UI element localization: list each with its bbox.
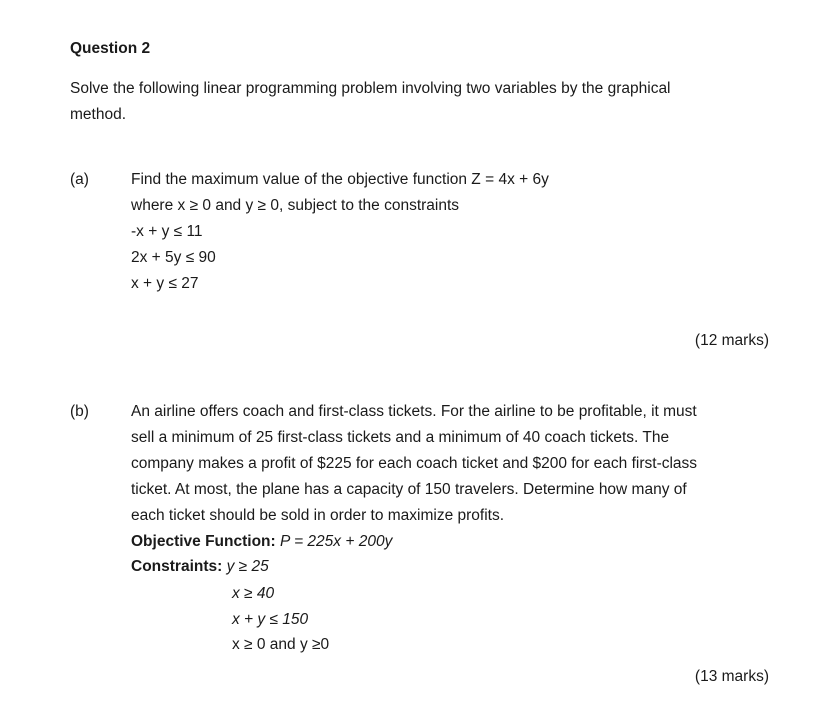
part-a-label: (a)	[70, 171, 89, 188]
part-a-constraint2: 2x + 5y ≤ 90	[131, 249, 216, 266]
question-intro	[70, 76, 790, 128]
intro-text-line2: method.	[70, 106, 127, 123]
question-title: Question 2	[70, 40, 151, 57]
part-b-constraint2: x ≥ 40	[232, 585, 275, 602]
part-b-line3: company makes a profit of $225 for each coach ticket and $200 for each first-class	[131, 455, 698, 472]
part-b-constraint1: y ≥ 25	[226, 558, 269, 575]
constraints-label: Constraints:	[131, 558, 223, 575]
part-a-marks: (12 marks)	[694, 332, 769, 349]
part-a-constraint3: x + y ≤ 27	[131, 275, 199, 292]
part-b-line1: An airline offers coach and first-class tickets. For the airline to be profitable, it must	[131, 403, 697, 420]
part-b-line2: sell a minimum of 25 first-class tickets and a minimum of 40 coach tickets. The	[131, 429, 670, 446]
part-b-marks: (13 marks)	[694, 668, 769, 685]
part-b-constraint3: x + y ≤ 150	[232, 611, 309, 628]
intro-text-line1: Solve the following linear programming problem involving two variables by the graphical	[70, 80, 671, 97]
part-a-line2: where x ≥ 0 and y ≥ 0, subject to the constraints	[131, 197, 460, 214]
part-b-line5: each ticket should be sold in order to maximize profits.	[131, 507, 505, 524]
objective-function-expression: P = 225x + 200y	[280, 533, 393, 550]
objective-function-row	[131, 533, 392, 551]
part-a-constraint1: -x + y ≤ 11	[131, 223, 203, 240]
part-a-line1: Find the maximum value of the objective function Z = 4x + 6y	[131, 171, 549, 188]
objective-function-label: Objective Function:	[131, 533, 276, 550]
part-b-constraint4: x ≥ 0 and y ≥0	[232, 636, 330, 653]
part-b-line4: ticket. At most, the plane has a capacity of 150 travelers. Determine how many of	[131, 481, 687, 498]
part-b-label: (b)	[70, 403, 89, 420]
constraints-row	[131, 558, 269, 576]
